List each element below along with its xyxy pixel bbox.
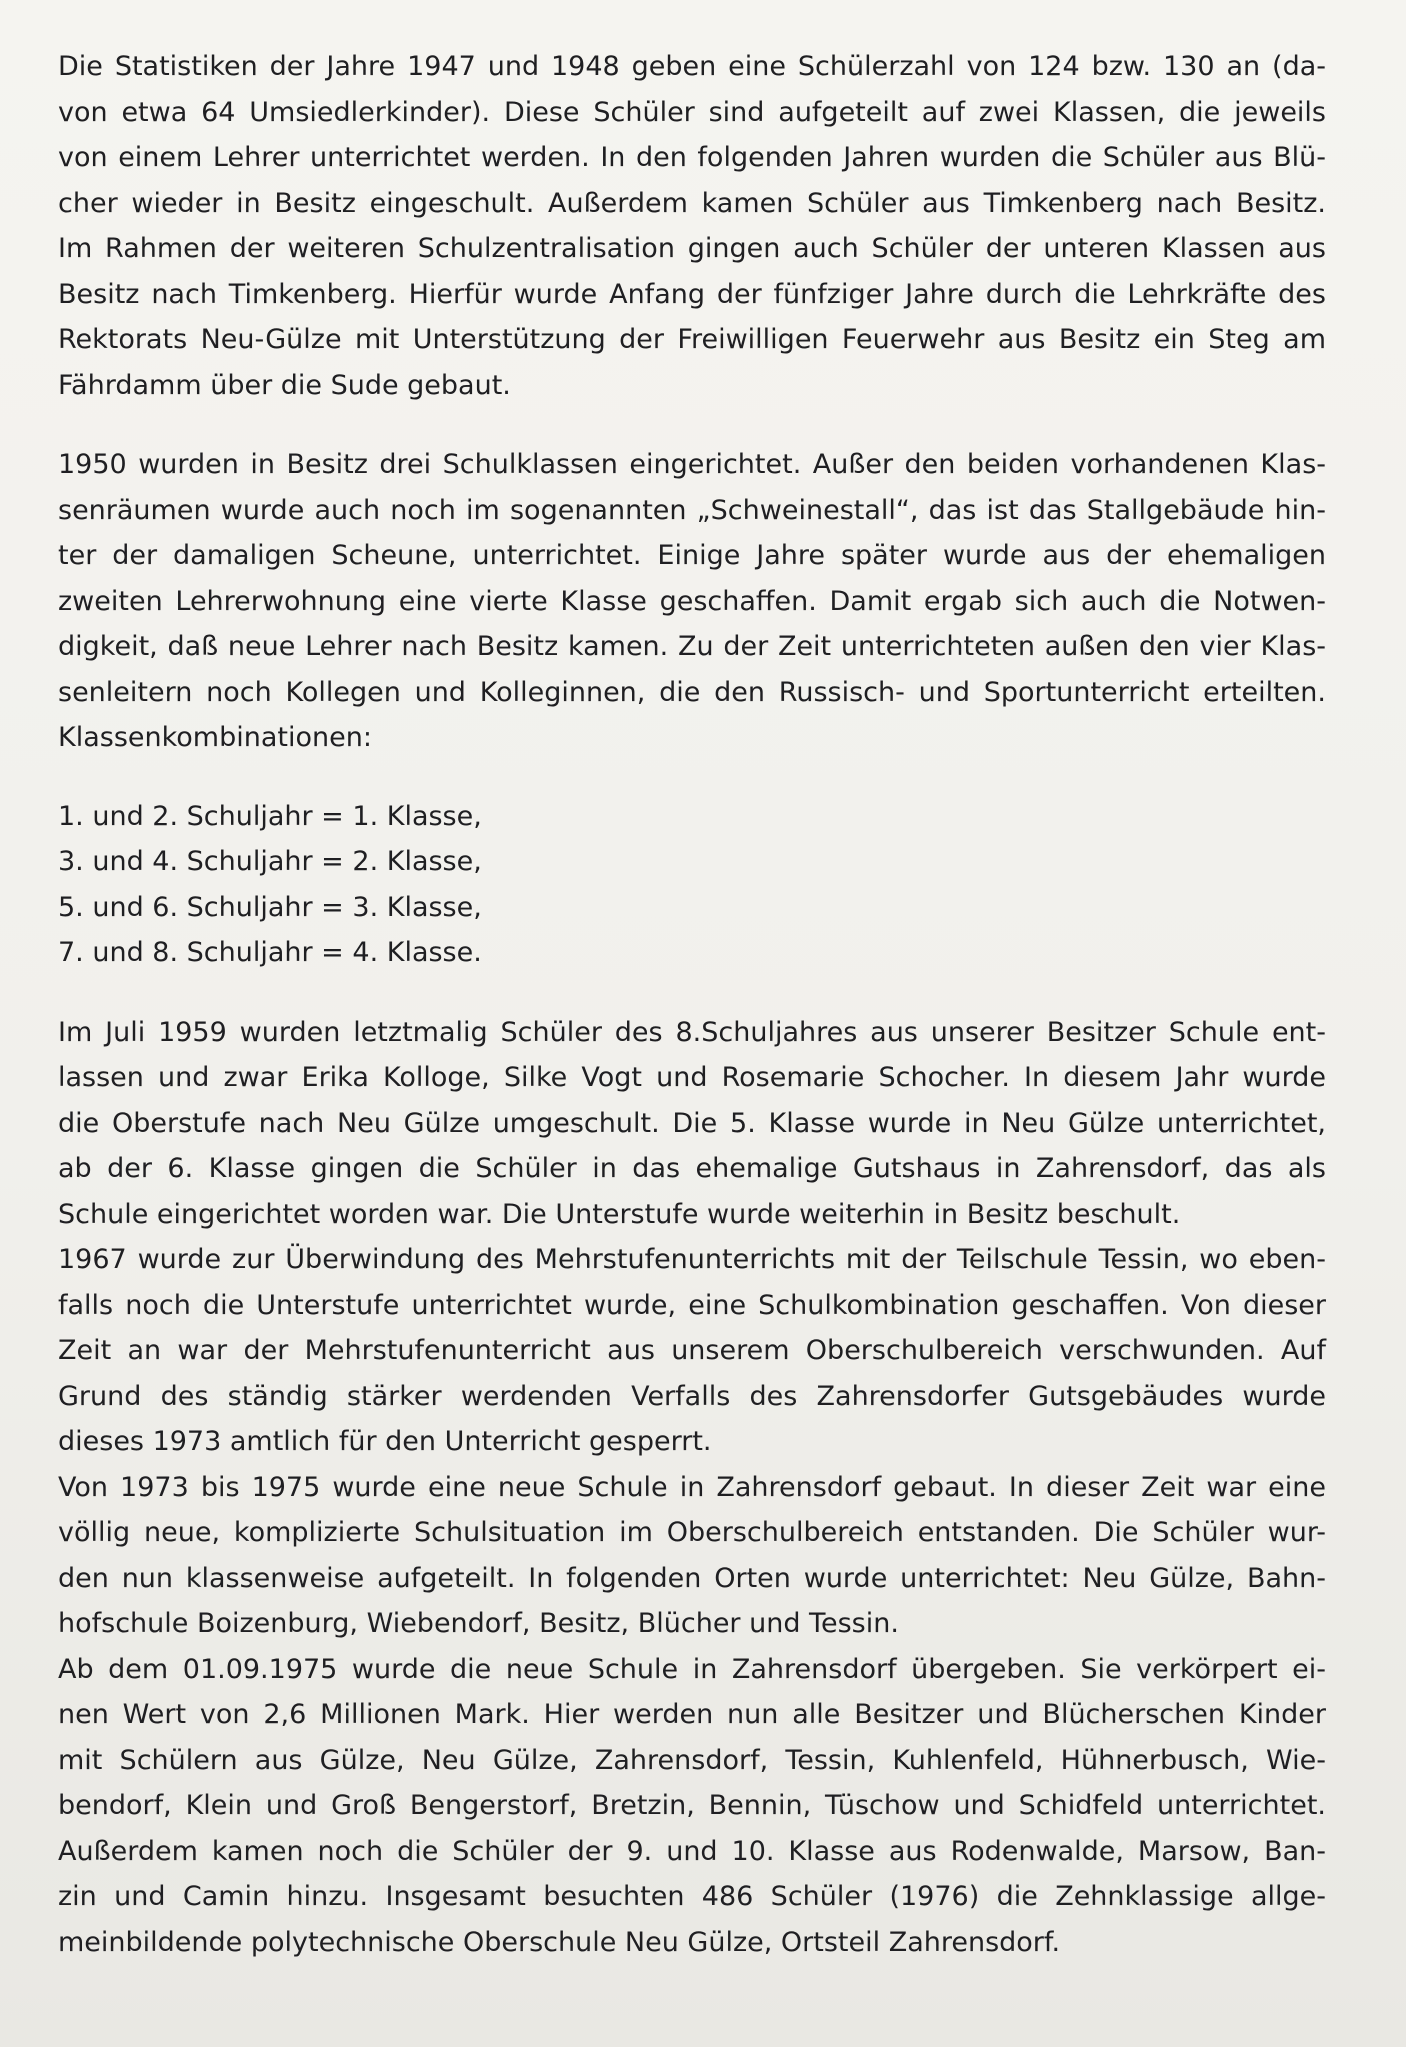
text-line: ter der damaligen Scheune, unterrichtet. Einige Jahre später wurde aus der ehemaligen bbox=[58, 540, 1326, 571]
text-line: Grund des ständig stärker werdenden Verfalls des Zahrensdorfer Gutsgebäudes wurde bbox=[58, 1380, 1326, 1412]
text-line: bendorf, Klein und Groß Bengerstorf, Bretzin, Bennin, Tüschow und Schidfeld unterrichtet. bbox=[58, 1790, 1326, 1821]
text-line: Besitz nach Timkenberg. Hierfür wurde Anfang der fünfziger Jahre durch die Lehrkräfte des bbox=[58, 278, 1326, 310]
text-line: Die Statistiken der Jahre 1947 und 1948 geben eine Schülerzahl von 124 bzw. 130 an (da- bbox=[58, 51, 1326, 82]
text-line: Außerdem kamen noch die Schüler der 9. und 10. Klasse aus Rodenwalde, Marsow, Ban- bbox=[58, 1835, 1326, 1867]
text-line: zweiten Lehrerwohnung eine vierte Klasse geschaffen. Damit ergab sich auch die Notwen- bbox=[58, 585, 1326, 617]
text-line: von einem Lehrer unterrichtet werden. In den folgenden Jahren wurden die Schüler aus Blü- bbox=[58, 142, 1326, 173]
list-item: 3. und 4. Schuljahr = 2. Klasse, bbox=[58, 846, 482, 877]
text-line: cher wieder in Besitz eingeschult. Außerdem kamen Schüler aus Timkenberg nach Besitz. bbox=[58, 187, 1326, 219]
text-line: Klassenkombinationen: bbox=[58, 722, 372, 753]
paragraph-gap bbox=[58, 976, 1326, 1010]
paragraph-3 bbox=[58, 1010, 1326, 1966]
text-line: falls noch die Unterstufe unterrichtet wurde, eine Schulkombination geschaffen. Von dieser bbox=[58, 1289, 1326, 1321]
text-line: Im Juli 1959 wurden letztmalig Schüler des 8.Schuljahres aus unserer Besitzer Schule ent- bbox=[58, 1016, 1326, 1048]
text-line: ab der 6. Klasse gingen die Schüler in das ehemalige Gutshaus in Zahrensdorf, das als bbox=[58, 1153, 1326, 1184]
text-line: 1967 wurde zur Überwindung des Mehrstufenunterrichts mit der Teilschule Tessin, wo eben- bbox=[58, 1244, 1326, 1275]
paragraph-gap bbox=[58, 408, 1326, 442]
text-line: Zeit an war der Mehrstufenunterricht aus unserem Oberschulbereich verschwunden. Auf bbox=[58, 1335, 1326, 1366]
list-item: 5. und 6. Schuljahr = 3. Klasse, bbox=[58, 891, 482, 923]
paragraph-gap bbox=[58, 761, 1326, 794]
paragraph-1 bbox=[58, 44, 1326, 408]
paragraph-2 bbox=[58, 442, 1326, 761]
document-text bbox=[58, 44, 1326, 1965]
text-line: dieses 1973 amtlich für den Unterricht gesperrt. bbox=[58, 1426, 712, 1457]
list-item: 7. und 8. Schuljahr = 4. Klasse. bbox=[58, 937, 482, 968]
text-line: Ab dem 01.09.1975 wurde die neue Schule in Zahrensdorf übergeben. Sie verkörpert ei- bbox=[58, 1653, 1326, 1685]
text-line: meinbildende polytechnische Oberschule Neu Gülze, Ortsteil Zahrensdorf. bbox=[58, 1926, 1061, 1958]
text-line: völlig neue, komplizierte Schulsituation im Oberschulbereich entstanden. Die Schüler wur- bbox=[58, 1517, 1326, 1548]
text-line: lassen und zwar Erika Kolloge, Silke Vogt und Rosemarie Schocher. In diesem Jahr wurde bbox=[58, 1062, 1326, 1093]
text-line: von etwa 64 Umsiedlerkinder). Diese Schüler sind aufgeteilt auf zwei Klassen, die jeweils bbox=[58, 96, 1326, 128]
text-line: Von 1973 bis 1975 wurde eine neue Schule in Zahrensdorf gebaut. In dieser Zeit war eine bbox=[58, 1471, 1326, 1503]
class-combination-list bbox=[58, 794, 1326, 976]
text-line: Fährdamm über die Sude gebaut. bbox=[58, 369, 511, 401]
text-line: nen Wert von 2,6 Millionen Mark. Hier werden nun alle Besitzer und Blücherschen Kinder bbox=[58, 1699, 1326, 1730]
text-line: mit Schülern aus Gülze, Neu Gülze, Zahrensdorf, Tessin, Kuhlenfeld, Hühnerbusch, Wie- bbox=[58, 1744, 1326, 1776]
text-line: den nun klassenweise aufgeteilt. In folgenden Orten wurde unterrichtet: Neu Gülze, Bahn- bbox=[58, 1562, 1326, 1594]
text-line: Rektorats Neu-Gülze mit Unterstützung der Freiwilligen Feuerwehr aus Besitz ein Steg am bbox=[58, 324, 1326, 355]
list-item: 1. und 2. Schuljahr = 1. Klasse, bbox=[58, 800, 482, 832]
text-line: die Oberstufe nach Neu Gülze umgeschult. Die 5. Klasse wurde in Neu Gülze unterrichtet, bbox=[58, 1107, 1326, 1139]
text-line: hofschule Boizenburg, Wiebendorf, Besitz, Blücher und Tessin. bbox=[58, 1608, 899, 1639]
text-line: zin und Camin hinzu. Insgesamt besuchten 486 Schüler (1976) die Zehnklassige allge- bbox=[58, 1881, 1326, 1912]
text-line: digkeit, daß neue Lehrer nach Besitz kamen. Zu der Zeit unterrichteten außen den vier Klas- bbox=[58, 631, 1326, 662]
text-line: senräumen wurde auch noch im sogenannten „Schweinestall“, das ist das Stallgebäude hin- bbox=[58, 494, 1326, 526]
text-line: Schule eingerichtet worden war. Die Unterstufe wurde weiterhin in Besitz beschult. bbox=[58, 1198, 1181, 1230]
text-line: Im Rahmen der weiteren Schulzentralisation gingen auch Schüler der unteren Klassen aus bbox=[58, 233, 1326, 264]
text-line: 1950 wurden in Besitz drei Schulklassen eingerichtet. Außer den beiden vorhandenen Klas- bbox=[58, 449, 1326, 480]
text-line: senleitern noch Kollegen und Kolleginnen, die den Russisch- und Sportunterricht erteilten. bbox=[58, 676, 1326, 708]
